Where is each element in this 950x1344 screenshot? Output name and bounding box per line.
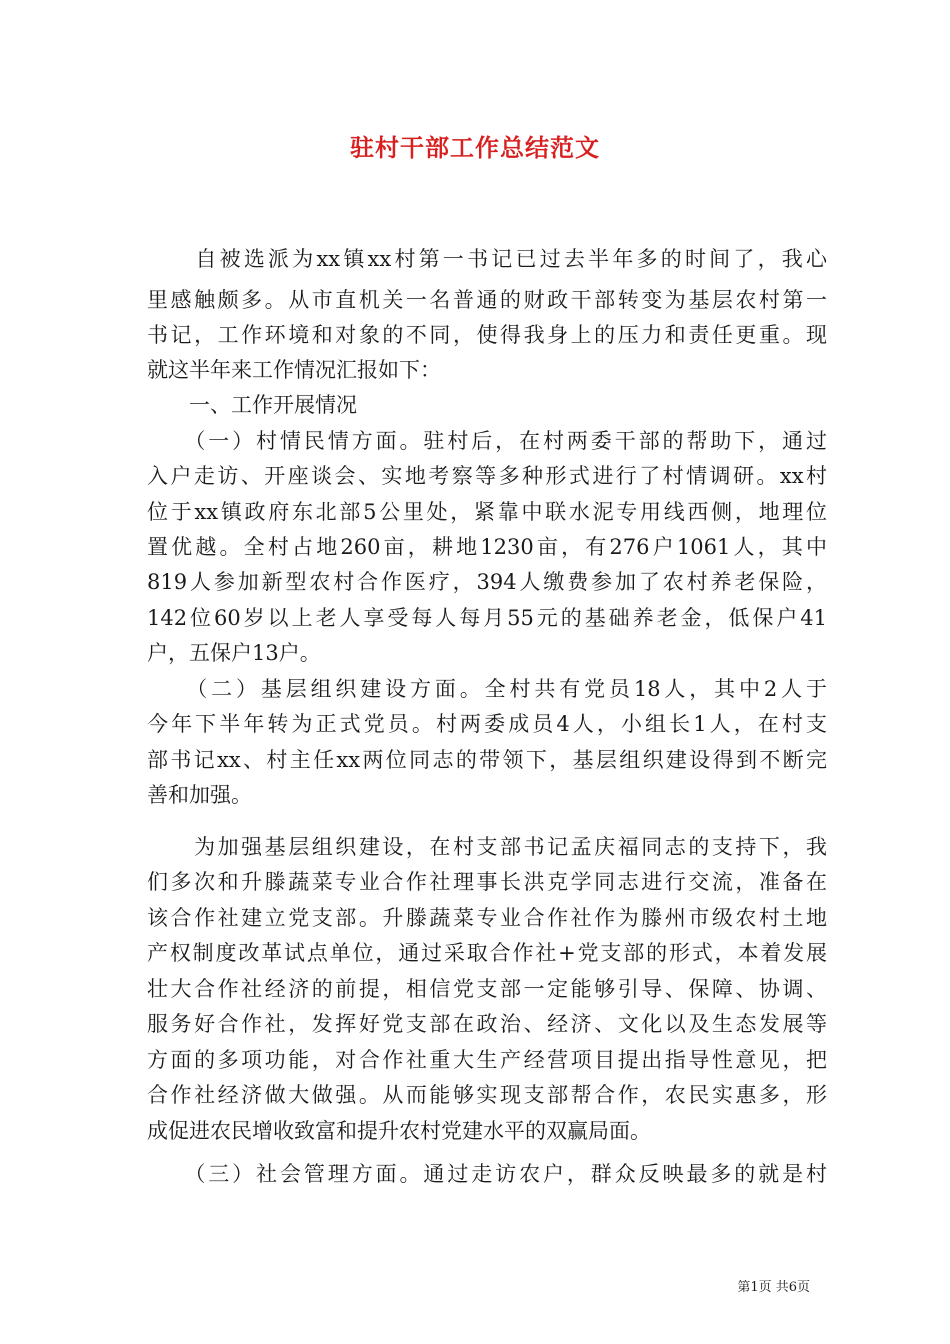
body-line: 户，五保户13户。: [147, 641, 321, 665]
body-line: 142位60岁以上老人享受每人每月55元的基础养老金，低保户41: [147, 606, 827, 630]
body-line: 书记，工作环境和对象的不同，使得我身上的压力和责任更重。现: [147, 323, 827, 347]
body-line: 产权制度改革试点单位，通过采取合作社+党支部的形式，本着发展: [147, 941, 827, 965]
body-line: 为加强基层组织建设，在村支部书记孟庆福同志的支持下，我: [147, 835, 827, 859]
body-line: 部书记xx、村主任xx两位同志的带领下，基层组织建设得到不断完: [147, 748, 827, 772]
body-line: 就这半年来工作情况汇报如下：: [147, 358, 441, 382]
body-line: 们多次和升滕蔬菜专业合作社理事长洪克学同志进行交流，准备在: [147, 870, 827, 894]
body-line: 里感触颇多。从市直机关一名普通的财政干部转变为基层农村第一: [147, 288, 827, 312]
body-line: 置优越。全村占地260亩，耕地1230亩，有276户1061人，其中: [147, 535, 827, 559]
page-number: 第1页 共6页: [737, 1280, 810, 1295]
body-line: 善和加强。: [147, 783, 252, 807]
body-line: 服务好合作社，发挥好党支部在政治、经济、文化以及生态发展等: [147, 1012, 827, 1036]
section-heading: 一、工作开展情况: [147, 393, 357, 417]
body-line: 合作社经济做大做强。从而能够实现支部帮合作，农民实惠多，形: [147, 1083, 827, 1107]
body-line: 方面的多项功能，对合作社重大生产经营项目提出指导性意见，把: [147, 1048, 827, 1072]
body-line: 819人参加新型农村合作医疗，394人缴费参加了农村养老保险，: [147, 570, 827, 594]
body-line: 位于xx镇政府东北部5公里处，紧靠中联水泥专用线西侧，地理位: [147, 500, 827, 524]
body-line: （三）社会管理方面。通过走访农户，群众反映最多的就是村: [147, 1162, 827, 1186]
body-line: 该合作社建立党支部。升滕蔬菜专业合作社作为滕州市级农村土地: [147, 906, 827, 930]
body-line: 入户走访、开座谈会、实地考察等多种形式进行了村情调研。xx村: [147, 464, 827, 488]
body-line: 自被选派为xx镇xx村第一书记已过去半年多的时间了，我心: [147, 247, 827, 271]
body-line: （二）基层组织建设方面。全村共有党员18人，其中2人于: [147, 677, 827, 701]
page-title: 驻村干部工作总结范文: [350, 133, 600, 162]
body-line: 成促进农民增收致富和提升农村党建水平的双赢局面。: [147, 1119, 651, 1143]
body-line: 壮大合作社经济的前提，相信党支部一定能够引导、保障、协调、: [147, 977, 827, 1001]
body-line: 今年下半年转为正式党员。村两委成员4人，小组长1人，在村支: [147, 712, 827, 736]
body-line: （一）村情民情方面。驻村后，在村两委干部的帮助下，通过: [147, 429, 827, 453]
